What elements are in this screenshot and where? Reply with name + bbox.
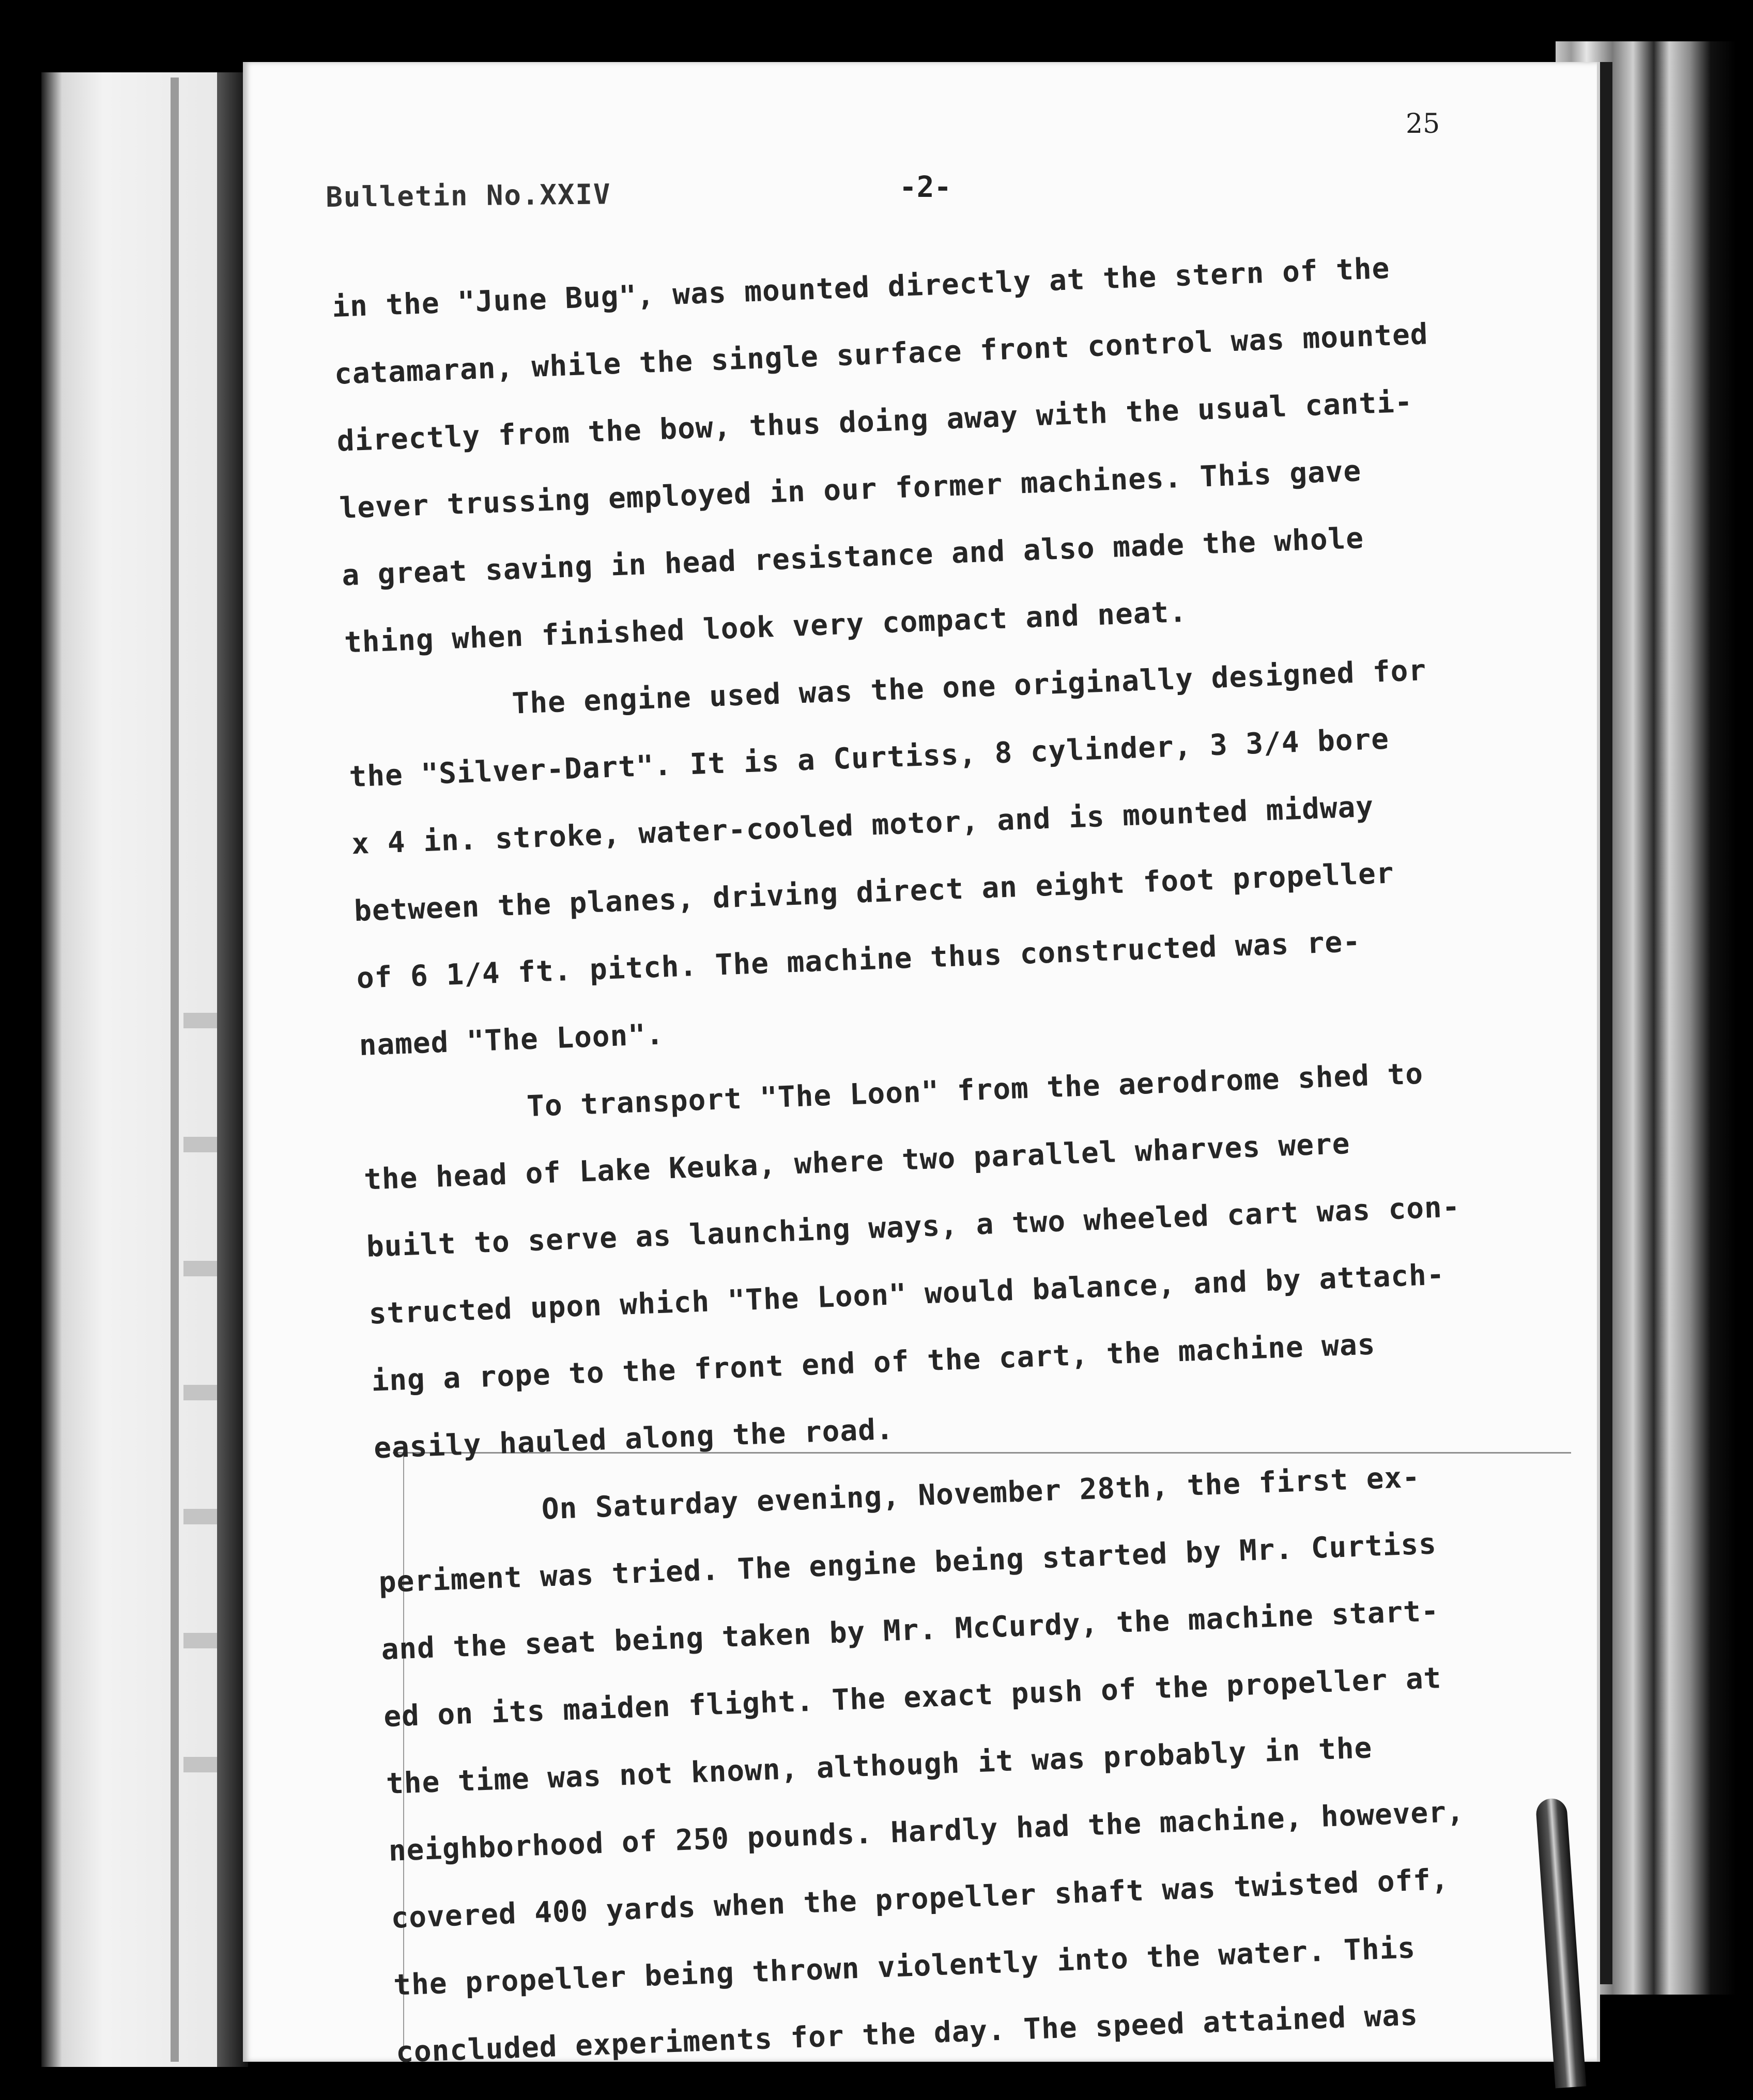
body-text-line: On Saturday evening, November 28th, the first ex- [541,1460,1421,1526]
body-text-line: of 6 1/4 ft. pitch. The machine thus constructed was re- [356,924,1361,996]
left-page-edge [171,78,179,2062]
body-text-line: concluded experiments for the day. The speed attained was [395,1998,1419,2070]
page-indicator: -2- [899,171,952,204]
body-text-line: directly from the bow, thus doing away with the usual canti- [336,385,1413,458]
body-text-line: catamaran, while the single surface front control was mounted [333,317,1429,391]
body-text-line: built to serve as launching ways, a two wheeled cart was con- [365,1190,1461,1264]
typed-body-text [331,230,1601,2087]
body-text-line: in the "June Bug", was mounted directly at the stern of the [331,251,1391,324]
body-text-line: periment was tried. The engine being started by Mr. Curtiss [378,1527,1437,1600]
body-text-line: neighborhood of 250 pounds. Hardly had the machine, however, [388,1795,1465,1868]
body-text-line: structed upon which "The Loon" would balance, and by attach- [368,1258,1446,1331]
body-text-line: lever trussing employed in our former machines. This gave [339,454,1362,526]
body-text-line: ed on its maiden flight. The exact push of the propeller at [383,1661,1442,1734]
body-text-line: covered 400 yards when the propeller shaft was twisted off, [390,1862,1450,1935]
body-text-line: the "Silver-Dart". It is a Curtiss, 8 cylinder, 3 3/4 bore [348,722,1390,794]
body-text-line: The engine used was the one originally designed for [511,653,1427,721]
body-text-line: ing a rope to the front end of the cart, the machine was [371,1327,1376,1398]
body-text-line: between the planes, driving direct an eight foot propeller [353,856,1395,929]
bulletin-header: Bulletin No.XXIV [326,178,611,213]
body-text-line: the time was not known, although it was probably in the [385,1731,1373,1801]
body-text-line: thing when finished look very compact and neat. [343,595,1188,660]
body-text-line: x 4 in. stroke, water-cooled motor, and is mounted midway [351,790,1375,861]
body-text-line: and the seat being taken by Mr. McCurdy, the machine start- [380,1594,1440,1667]
body-text-line: a great saving in head resistance and also made the whole [341,521,1365,593]
body-text-line: To transport "The Loon" from the aerodrome shed to [526,1057,1424,1124]
body-text-line: the propeller being thrown violently into the water. This [393,1931,1417,2002]
body-text-line: the head of Lake Keuka, where two parallel wharves were [363,1126,1351,1197]
body-text-line: named "The Loon". [358,1017,665,1062]
body-text-line: easily hauled along the road. [373,1412,895,1465]
page-number: 25 [1406,109,1440,140]
